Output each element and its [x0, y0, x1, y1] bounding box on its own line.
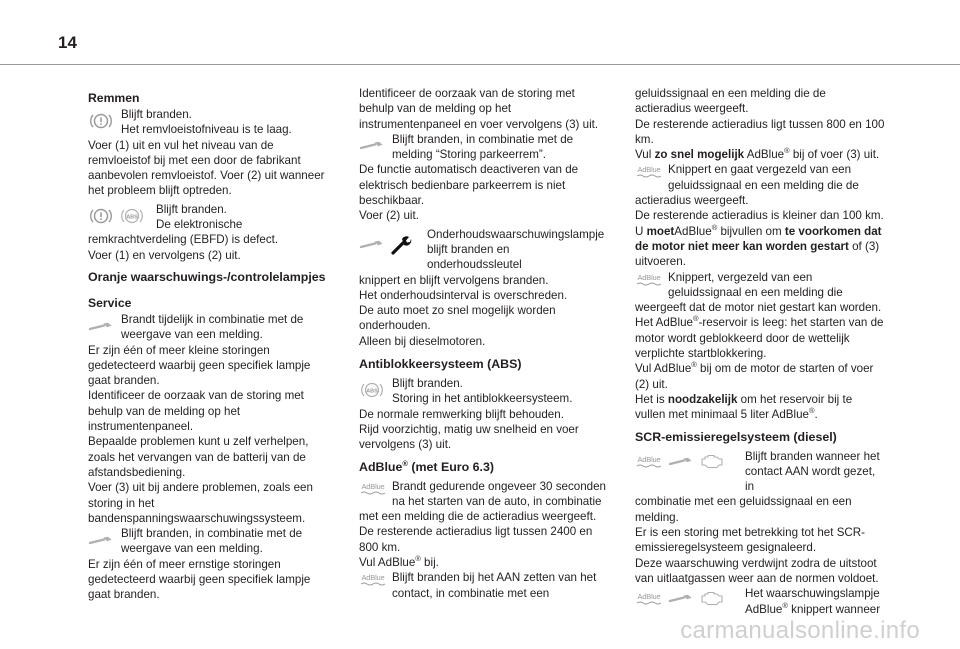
- section-title-abs: Antiblokkeersysteem (ABS): [359, 357, 522, 372]
- brakes-body: Voer (1) uit en vul het niveau van de remvloeistof bij met een door de fabrikant aanbevolen remvloeistof. Voer (2) uit wanneer het probleem blijft optreden.: [88, 138, 325, 198]
- brakes-detail: Het remvloeistofniveau is te laag.: [121, 123, 292, 137]
- brake-warning-row: [88, 107, 336, 138]
- abs-row: [359, 376, 607, 407]
- adblue-icon: AdBlue: [635, 274, 663, 286]
- col3-refill: Vul zo snel mogelijk AdBlue® bij of voer (3) uit.: [635, 146, 880, 162]
- scr-status: Blijft branden wanneer het contact AAN wordt gezet, in: [745, 449, 880, 494]
- ebfd-status: Blijft branden.: [156, 202, 227, 216]
- adblue-row-1: [359, 479, 607, 510]
- brake-warning-icon: [88, 111, 114, 131]
- header-divider: [0, 64, 960, 65]
- col3-range: De resterende actieradius ligt tussen 800 en 100 km.: [635, 117, 885, 146]
- wrench-icon: [88, 322, 114, 332]
- wrench-icon: [668, 457, 694, 467]
- maintenance-body-1: knippert en blijft vervolgens branden.: [359, 273, 549, 287]
- adblue-blink2-body-2: Het AdBlue®-reservoir is leeg: het starten van de motor wordt geblokkeerd door de wettelijk verplichte startblokkering.: [635, 314, 884, 361]
- service-body-2: Identificeer de oorzaak van de storing met behulp van de melding op het instrumentenpaneel.: [88, 389, 304, 434]
- adblue-body-3: Vul AdBlue® bij.: [359, 554, 439, 570]
- column-1: [88, 86, 336, 603]
- adblue-blink2-body-1: weergeeft dat de motor niet gestart kan worden.: [635, 301, 882, 315]
- wrench-icon: [88, 536, 114, 546]
- column-3: [635, 86, 885, 617]
- maintenance-status: Onderhoudswaarschuwingslampje blijft branden en onderhoudssleutel: [427, 227, 605, 272]
- wrench-icon: [359, 240, 385, 250]
- ebfd-detail: De elektronische: [156, 218, 243, 232]
- svg-text:ABS: ABS: [366, 388, 378, 395]
- adblue-blink1-status: Knippert en gaat vergezeld van een geluidssignaal en een melding die de: [668, 163, 859, 192]
- adblue-icon: AdBlue: [359, 574, 387, 586]
- adblue-icon: AdBlue: [635, 166, 663, 178]
- column-2: [359, 86, 607, 601]
- page-number: 14: [58, 33, 77, 52]
- adblue-blink-row-2: [635, 270, 885, 301]
- adblue-body-1: met een melding die de actieradius weergeeft.: [359, 510, 597, 524]
- service-row-2: [88, 526, 336, 557]
- maintenance-row: [359, 227, 607, 273]
- maintenance-body-3: De auto moet zo snel mogelijk worden onderhouden.: [359, 304, 556, 333]
- scr-body-3: Deze waarschuwing verdwijnt zodra de uitstoot van uitlaatgassen weer aan de normen voldoet.: [635, 556, 879, 585]
- adblue-icon: AdBlue: [359, 483, 387, 495]
- adblue-icon: AdBlue: [635, 593, 663, 605]
- col3-intro: geluidssignaal en een melding die de actieradius weergeeft.: [635, 87, 826, 116]
- maintenance-body-2: Het onderhoudsinterval is overschreden.: [359, 288, 568, 302]
- parking-brake-status: Blijft branden, in combinatie met de melding “Storing parkeerrem”.: [392, 132, 574, 162]
- wrench-icon: [359, 141, 385, 151]
- abs-detail: Storing in het antiblokkeersysteem.: [392, 392, 573, 406]
- abs-body-1: De normale remwerking blijft behouden.: [359, 407, 564, 421]
- abs-icon: [359, 380, 385, 400]
- service-body-3: Bepaalde problemen kunt u zelf verhelpen, zoals het vervangen van de batterij van de afstandsbediening.: [88, 435, 309, 479]
- ebfd-action: Voer (1) en vervolgens (2) uit.: [88, 248, 241, 262]
- adblue-status: Brandt gedurende ongeveer 30 seconden na het starten van de auto, in combinatie: [392, 479, 607, 508]
- adblue-icon: AdBlue: [635, 456, 663, 468]
- ebfd-row: [88, 202, 336, 233]
- maintenance-body-4: Alleen bij dieselmotoren.: [359, 334, 486, 348]
- parking-brake-row: [359, 132, 607, 163]
- col2-intro: Identificeer de oorzaak van de storing met behulp van de melding op het instrumentenpaneel en voer vervolgens (3) uit.: [359, 87, 599, 131]
- adblue-row-2: [359, 570, 607, 601]
- service-body-4: Voer (3) uit bij andere problemen, zoals een storing in het bandenspanningswaarschuwingssysteem.: [88, 481, 313, 525]
- section-title-service: Service: [88, 295, 132, 310]
- brakes-status: Blijft branden.: [121, 108, 192, 121]
- parking-brake-body: De functie automatisch deactiveren van de elektrisch bedienbare parkeerrem is niet beschikbaar.: [359, 163, 579, 208]
- engine-warning-icon: [699, 590, 725, 608]
- adblue-blink1-body-2: De resterende actieradius is kleiner dan 100 km.: [635, 209, 884, 223]
- scr-row-1: [635, 449, 885, 495]
- section-title-scr: SCR-emissieregelsysteem (diesel): [635, 429, 837, 444]
- wrench-icon: [668, 594, 694, 604]
- scr-body-2: Er is een storing met betrekking tot het SCR-emissieregelsysteem gesignaleerd.: [635, 526, 866, 555]
- adblue-blink-row-1: [635, 162, 885, 193]
- parking-brake-action: Voer (2) uit.: [359, 209, 419, 223]
- maintenance-key-icon: [390, 235, 412, 255]
- adblue-body-2: De resterende actieradius ligt tussen 2400 en 800 km.: [359, 525, 593, 554]
- section-title-adblue: AdBlue® (met Euro 6.3): [359, 458, 494, 474]
- watermark: carmanualsonline.info: [680, 617, 920, 644]
- abs-body-2: Rijd voorzichtig, matig uw snelheid en voer vervolgens (3) uit.: [359, 422, 579, 452]
- abs-icon: [119, 206, 145, 226]
- scr-row-2: [635, 586, 885, 617]
- service2-body: Er zijn één of meer ernstige storingen gedetecteerd waarbij geen specifiek lampje gaat branden.: [88, 557, 311, 602]
- engine-warning-icon: [699, 453, 725, 471]
- section-title-brakes: Remmen: [88, 91, 140, 105]
- service2-status: Blijft branden, in combinatie met de weergave van een melding.: [121, 527, 303, 556]
- service-status: Brandt tijdelijk in combinatie met de weergave van een melding.: [121, 312, 304, 342]
- adblue-blink2-status: Knippert, vergezeld van een geluidssignaal en een melding die: [668, 270, 843, 299]
- adblue-blink2-body-3: Vul AdBlue® bij om de motor de starten of voer (2) uit.: [635, 360, 874, 391]
- scr2-status: Het waarschuwingslampje AdBlue® knippert wanneer: [745, 587, 881, 616]
- adblue-blink1-body-1: actieradius weergeeft.: [635, 194, 749, 208]
- adblue-blink2-body-4: Het is noodzakelijk om het reservoir bij te vullen met minimaal 5 liter AdBlue®.: [635, 392, 853, 422]
- adblue2-status: Blijft branden bij het AAN zetten van het contact, in combinatie met een: [392, 571, 597, 600]
- service-body-1: Er zijn één of meer kleine storingen gedetecteerd waarbij geen specifiek lampje gaat branden.: [88, 343, 311, 388]
- adblue-blink1-body-3: U moetAdBlue® bijvullen om te voorkomen dat de motor niet meer kan worden gestart of (3) uitvoeren.: [635, 222, 882, 269]
- brake-warning-icon: [88, 206, 114, 226]
- scr-body-1: combinatie met een geluidssignaal en een melding.: [635, 495, 852, 524]
- svg-text:ABS: ABS: [126, 214, 138, 221]
- section-title-orange: Oranje waarschuwings-/controlelampjes: [88, 269, 326, 284]
- service-row-1: [88, 312, 336, 343]
- ebfd-body: remkrachtverdeling (EBFD) is defect.: [88, 233, 279, 247]
- abs-status: Blijft branden.: [392, 377, 463, 391]
